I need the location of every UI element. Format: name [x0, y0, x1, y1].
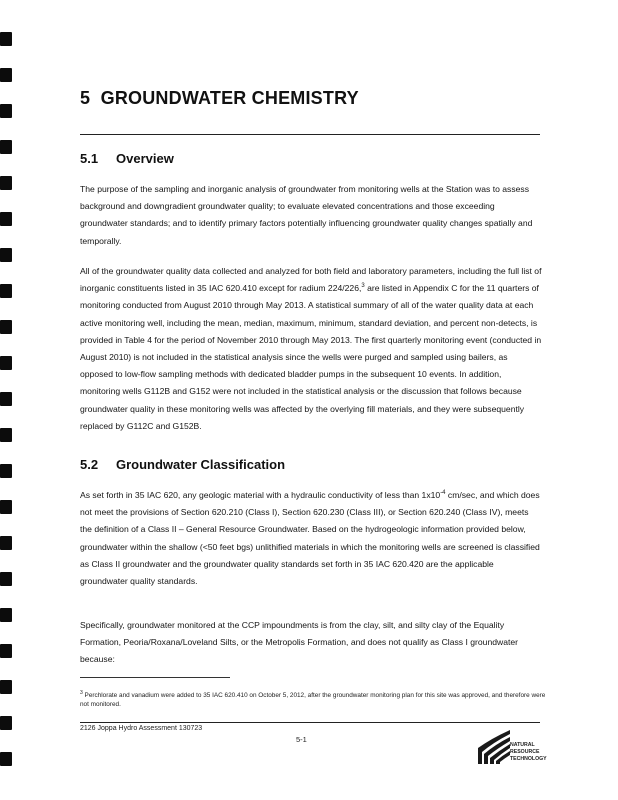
- chapter-title: [80, 88, 359, 109]
- section-number: 5.1: [80, 151, 99, 166]
- classification-paragraph-1: [80, 487, 542, 590]
- binder-mark: [0, 212, 12, 226]
- classification-p1-part-a: As set forth in 35 IAC 620, any geologic material with a hydraulic conductivity of less than 1x10: [80, 490, 441, 500]
- binder-mark: [0, 536, 12, 550]
- logo-line: RESOURCE: [510, 749, 540, 755]
- footnote-ref: 3: [361, 283, 365, 290]
- chapter-title-text: GROUNDWATER CHEMISTRY: [100, 88, 359, 108]
- company-logo-text: [510, 742, 547, 763]
- footnote: [80, 689, 550, 709]
- chapter-number: 5: [80, 88, 91, 108]
- binder-mark: [0, 572, 12, 586]
- classification-p1-part-b: cm/sec, and which does not meet the provisions of Section 620.210 (Class I), Section 620.230 (Class III), or Section 620.240 (Class IV), meets the definition of a Class II – General Resource Groundwater. Based on the hydrogeologic information provided below, groundwater within the shallow (<50 feet bgs) unlithified materials in which the monitoring wells are screened is classified as Class II groundwater and the groundwater quality standards set forth in 35 IAC 620.420 are the applicable groundwater quality standards.: [80, 490, 540, 587]
- footnote-number: 3: [80, 689, 83, 696]
- footer-divider: [80, 722, 540, 723]
- binder-mark: [0, 464, 12, 478]
- section-number: 5.2: [80, 457, 99, 472]
- binder-mark: [0, 104, 12, 118]
- section-title: Overview: [116, 151, 174, 166]
- logo-line: TECHNOLOGY: [510, 756, 547, 762]
- overview-p2-part-a: All of the groundwater quality data collected and analyzed for both field and laboratory parameters, including the full list of inorganic constituents listed in 35 IAC 620.410 except for radium 224/226,: [80, 266, 542, 294]
- page-number: 5-1: [296, 735, 307, 744]
- binder-mark: [0, 68, 12, 82]
- logo-line: NATURAL: [510, 742, 535, 748]
- overview-paragraph-1: The purpose of the sampling and inorganic analysis of groundwater from monitoring wells at the Station was to assess background and downgradient groundwater quality; to evaluate elevated concentrations and those exceeding groundwater standards; and to identify primary factors potentially influencing groundwater quality changes spatially and temporally.: [80, 184, 533, 246]
- binder-mark: [0, 716, 12, 730]
- binder-mark: [0, 428, 12, 442]
- binder-mark: [0, 680, 12, 694]
- footnote-divider: [80, 677, 230, 678]
- footer-doc-id: 2126 Joppa Hydro Assessment 130723: [80, 725, 203, 732]
- title-divider: [80, 134, 540, 135]
- binder-mark: [0, 608, 12, 622]
- binder-mark: [0, 500, 12, 514]
- binder-mark: [0, 176, 12, 190]
- footnote-text: Perchlorate and vanadium were added to 35 IAC 620.410 on October 5, 2012, after the groundwater monitoring plan for this site was approved, and therefore were not monitored.: [80, 692, 546, 708]
- binder-mark: [0, 752, 12, 766]
- binder-mark: [0, 284, 12, 298]
- company-logo-icon: [478, 728, 510, 764]
- binder-mark: [0, 644, 12, 658]
- binder-mark: [0, 392, 12, 406]
- binder-mark: [0, 140, 12, 154]
- section-heading-overview: [80, 151, 174, 166]
- binder-mark: [0, 320, 12, 334]
- binder-mark: [0, 32, 12, 46]
- classification-paragraph-2: Specifically, groundwater monitored at the CCP impoundments is from the clay, silt, and silty clay of the Equality Formation, Peoria/Roxana/Loveland Silts, or the Metropolis Formation, and does not qualify as Class I groundwater because:: [80, 620, 519, 665]
- overview-p2-part-b: are listed in Appendix C for the 11 quarters of monitoring conducted from August 2010 through May 2013. A statistical summary of all of the water quality data at each active monitoring well, including the mean, median, maximum, minimum, standard deviation, and percent non-detects, is provided in Table 4 for the period of November 2010 through May 2013. The first quarterly monitoring event (conducted in August 2010) is not included in the statistical analysis since the wells were purged and sampled using bailers, as opposed to low-flow sampling methods with dedicated bladder pumps in the subsequent 10 events. In addition, monitoring wells G112B and G152 were not included in the statistical analysis or the discussion that follows because groundwater quality in these monitoring wells was affected by the overlying fill materials, and they were subsequently replaced by G112C and G152B.: [80, 283, 542, 431]
- exponent: -4: [440, 490, 446, 497]
- section-heading-classification: [80, 457, 285, 472]
- binder-mark: [0, 356, 12, 370]
- section-title: Groundwater Classification: [116, 457, 286, 472]
- overview-paragraph-2: [80, 263, 542, 435]
- binder-mark: [0, 248, 12, 262]
